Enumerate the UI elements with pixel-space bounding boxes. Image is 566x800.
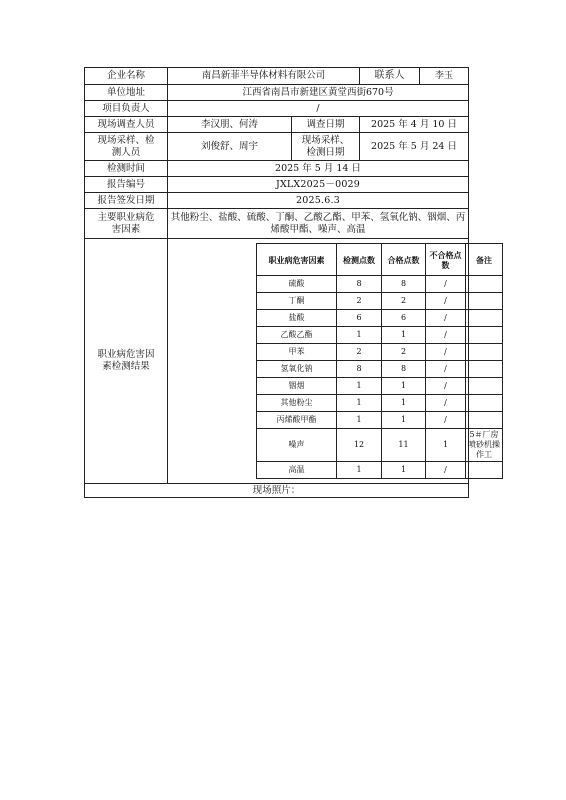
row-note: [466, 462, 503, 479]
row-factor: 甲苯: [257, 344, 337, 361]
project-lead-value: /: [168, 101, 469, 117]
table-row: [257, 395, 503, 412]
row-hazards: [85, 209, 469, 239]
survey-date-value: 2025 年 4 月 10 日: [360, 117, 469, 133]
header-passed: 合格点数: [382, 244, 426, 276]
row-note: [466, 293, 503, 310]
row-failed: /: [426, 310, 466, 327]
row-note: 5＃厂房喷砂机操作工: [466, 429, 503, 462]
table-row: [257, 327, 503, 344]
sampling-date-label-line2: 检测日期: [306, 146, 345, 158]
results-header-row: [257, 244, 503, 276]
investigators-label: 现场调查人员: [85, 117, 168, 133]
row-report-no: [85, 177, 469, 193]
address-value: 江西省南昌市新建区黄堂西街670号: [168, 85, 469, 101]
row-factor: 丁酮: [257, 293, 337, 310]
results-cell: [168, 239, 500, 484]
row-tested: 1: [337, 395, 382, 412]
results-label: [85, 239, 168, 484]
contact-value: 李玉: [435, 71, 454, 81]
row-note: [466, 276, 503, 293]
test-time-label: 检测时间: [85, 161, 168, 177]
hazards-label: [85, 209, 168, 239]
investigators-value: 李汉朋、何涛: [168, 117, 292, 133]
hazards-label-line2: 害因素: [111, 223, 141, 235]
project-lead-label: 项目负责人: [85, 101, 168, 117]
row-failed: /: [426, 378, 466, 395]
row-tested: 1: [337, 462, 382, 479]
row-passed: 6: [382, 310, 426, 327]
row-failed: 1: [426, 429, 466, 462]
row-address: [85, 85, 469, 101]
row-note: [466, 412, 503, 429]
row-project-lead: [85, 101, 469, 117]
table-row: [257, 293, 503, 310]
table-row: [257, 276, 503, 293]
row-note: [466, 378, 503, 395]
row-failed: /: [426, 395, 466, 412]
row-company: [85, 68, 469, 85]
row-passed: 8: [382, 276, 426, 293]
table-row: [257, 310, 503, 327]
row-failed: /: [426, 276, 466, 293]
row-tested: 2: [337, 344, 382, 361]
row-passed: 1: [382, 462, 426, 479]
hazards-label-line1: 主要职业病危: [97, 211, 155, 223]
row-note: [466, 310, 503, 327]
sampling-staff-label-line1: 现场采样、检: [97, 134, 155, 146]
table-row: [257, 378, 503, 395]
header-factor: 职业病危害因素: [257, 244, 337, 276]
address-label: 单位地址: [85, 85, 168, 101]
contact-cell: [360, 68, 469, 85]
row-note: [466, 327, 503, 344]
row-results: [85, 239, 469, 484]
row-failed: /: [426, 293, 466, 310]
table-row: [257, 462, 503, 479]
row-passed: 2: [382, 293, 426, 310]
row-passed: 11: [382, 429, 426, 462]
row-tested: 12: [337, 429, 382, 462]
row-factor: 噪声: [257, 429, 337, 462]
report-no-label: 报告编号: [85, 177, 168, 193]
sampling-staff-value: 刘俊舒、周宇: [168, 133, 292, 161]
row-passed: 2: [382, 344, 426, 361]
row-tested: 1: [337, 378, 382, 395]
table-row: [257, 344, 503, 361]
row-sampling: [85, 133, 469, 161]
results-label-line1: 职业病危害因: [97, 349, 155, 360]
row-issue-date: [85, 193, 469, 209]
table-row: [257, 361, 503, 378]
issue-date-value: 2025.6.3: [168, 193, 469, 209]
row-passed: 1: [382, 378, 426, 395]
row-failed: /: [426, 327, 466, 344]
row-factor: 乙酸乙酯: [257, 327, 337, 344]
row-test-time: [85, 161, 469, 177]
sampling-staff-label: [85, 133, 168, 161]
header-note: 备注: [466, 244, 503, 276]
row-passed: 1: [382, 327, 426, 344]
row-factor: 高温: [257, 462, 337, 479]
contact-label: 联系人: [360, 68, 420, 84]
issue-date-label: 报告签发日期: [85, 193, 168, 209]
row-tested: 2: [337, 293, 382, 310]
results-table: [256, 243, 503, 479]
photos-label: 现场照片：: [85, 484, 469, 498]
header-tested: 检测点数: [337, 244, 382, 276]
hazards-value: 其他粉尘、盐酸、硫酸、丁酮、乙酸乙酯、甲苯、氢氧化钠、铟烟、丙烯酸甲酯、噪声、高温: [168, 209, 469, 239]
sampling-staff-label-line2: 测人员: [111, 146, 141, 158]
row-factor: 铟烟: [257, 378, 337, 395]
sampling-date-value: 2025 年 5 月 24 日: [360, 133, 469, 161]
row-failed: /: [426, 462, 466, 479]
results-label-line2: 素检测结果: [102, 361, 150, 372]
row-passed: 1: [382, 395, 426, 412]
table-row: [257, 412, 503, 429]
report-no-value: JXLX2025－0029: [168, 177, 469, 193]
survey-table: [84, 67, 500, 498]
sampling-date-label: [292, 133, 360, 161]
row-factor: 盐酸: [257, 310, 337, 327]
row-factor: 其他粉尘: [257, 395, 337, 412]
row-failed: /: [426, 412, 466, 429]
survey-date-label: 调查日期: [292, 117, 360, 133]
row-investigators: [85, 117, 469, 133]
row-factor: 氢氧化钠: [257, 361, 337, 378]
row-factor: 硫酸: [257, 276, 337, 293]
row-passed: 1: [382, 412, 426, 429]
header-failed: 不合格点数: [426, 244, 466, 276]
contact-subtable: [360, 68, 468, 84]
row-failed: /: [426, 361, 466, 378]
row-tested: 1: [337, 327, 382, 344]
row-passed: 8: [382, 361, 426, 378]
company-value: 南昌新菲半导体材料有限公司: [168, 68, 360, 85]
table-row: [257, 429, 503, 462]
row-note: [466, 361, 503, 378]
row-note: [466, 344, 503, 361]
company-label: 企业名称: [85, 68, 168, 85]
row-photos: [85, 484, 469, 498]
row-note: [466, 395, 503, 412]
row-tested: 8: [337, 361, 382, 378]
row-factor: 丙烯酸甲酯: [257, 412, 337, 429]
row-tested: 6: [337, 310, 382, 327]
row-tested: 1: [337, 412, 382, 429]
row-tested: 8: [337, 276, 382, 293]
sampling-date-label-line1: 现场采样、: [301, 134, 350, 146]
row-failed: /: [426, 344, 466, 361]
test-time-value: 2025 年 5 月 14 日: [168, 161, 469, 177]
